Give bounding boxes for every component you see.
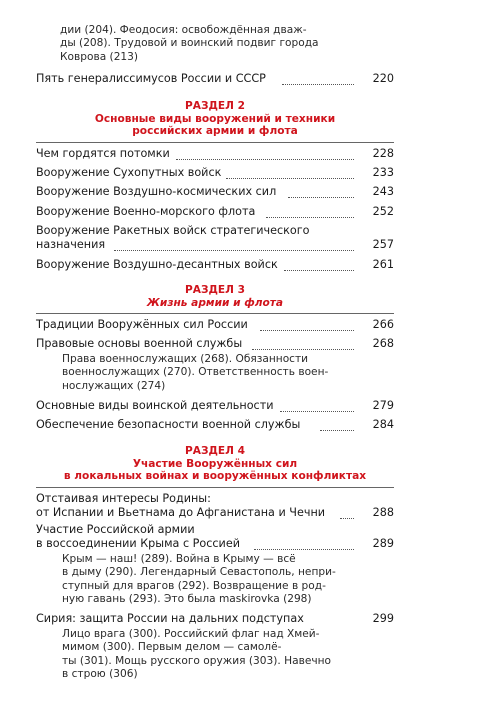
toc-entry[interactable] <box>36 492 394 520</box>
section-subtitle: Участие Вооружённых сил <box>132 457 298 470</box>
section-divider <box>36 142 394 143</box>
section-divider <box>36 313 394 314</box>
sub-line: военнослужащих (270). Ответственность воен- <box>62 366 329 379</box>
section-heading: РАЗДЕЛ 4 <box>184 445 246 457</box>
toc-entry[interactable] <box>36 258 394 272</box>
toc-entry-title: Чем гордятся потомки <box>36 147 170 160</box>
leader-dots <box>114 250 354 251</box>
section-3-header <box>36 284 394 309</box>
leader-dots <box>340 518 354 519</box>
toc-sub-entries-continued <box>60 24 390 64</box>
sub-line: Коврова (213) <box>60 50 139 63</box>
page-number: 284 <box>372 418 394 431</box>
leader-dots <box>252 349 354 350</box>
toc-entry[interactable] <box>36 224 394 252</box>
toc-entry[interactable] <box>36 399 394 413</box>
leader-dots <box>226 178 354 179</box>
page-number: 257 <box>372 238 394 251</box>
page-number: 252 <box>372 205 394 218</box>
section-heading: РАЗДЕЛ 3 <box>184 284 246 296</box>
section-subtitle: российских армии и флота <box>132 125 298 138</box>
toc-entry-title: Вооружение Ракетных войск стратегического <box>36 224 310 237</box>
section-subtitle: Основные виды вооружений и техники <box>94 112 336 125</box>
toc-entry-title: Пять генералиссимусов России и СССР <box>36 72 266 85</box>
toc-entry-title: Вооружение Воздушно-десантных войск <box>36 258 278 271</box>
toc-entry[interactable] <box>36 337 394 351</box>
toc-entry[interactable] <box>36 166 394 180</box>
leader-dots <box>320 430 354 431</box>
leader-dots <box>280 411 354 412</box>
sub-line: нослужащих (274) <box>62 379 166 392</box>
sub-line: в строю (306) <box>62 668 138 681</box>
toc-entry[interactable] <box>36 318 394 332</box>
toc-sub-entries <box>62 353 392 393</box>
leader-dots <box>288 197 354 198</box>
toc-entry-title: Вооружение Сухопутных войск <box>36 166 222 179</box>
sub-line: в дыму (290). Легендарный Севастополь, непри- <box>62 566 336 579</box>
section-2-header <box>36 100 394 138</box>
page-number: 228 <box>372 147 394 160</box>
toc-sub-entries <box>62 628 392 682</box>
sub-line: дии (204). Феодосия: освобождённая дваж- <box>60 24 307 36</box>
page-number: 233 <box>372 166 394 179</box>
toc-entry[interactable] <box>36 185 394 199</box>
sub-line: ступный для врагов (292). Возвращение в род- <box>62 579 326 592</box>
leader-dots <box>284 270 354 271</box>
section-heading: РАЗДЕЛ 2 <box>184 100 246 112</box>
toc-entry-title: Традиции Вооружённых сил России <box>36 318 248 331</box>
toc-entry-title: Отстаивая интересы Родины: <box>36 492 211 505</box>
toc-entry[interactable] <box>36 523 394 551</box>
leader-dots <box>266 217 354 218</box>
page-number: 299 <box>372 612 394 625</box>
page-number: 261 <box>372 258 394 271</box>
toc-entry-title: Обеспечение безопасности военной службы <box>36 418 301 431</box>
toc-entry[interactable] <box>36 418 394 432</box>
toc-sub-entries <box>62 553 392 607</box>
toc-entry-title: Вооружение Военно-морского флота <box>36 205 256 218</box>
toc-entry-title: Сирия: защита России на дальних подступах <box>36 612 304 625</box>
toc-entry[interactable] <box>36 205 394 219</box>
sub-line: Права военнослужащих (268). Обязанности <box>62 353 309 365</box>
section-subtitle: Жизнь армии и флота <box>146 296 284 309</box>
toc-entry-generalissimus[interactable] <box>36 72 394 86</box>
page-number: 288 <box>372 506 394 519</box>
leader-dots <box>254 549 354 550</box>
sub-line: Крым — наш! (289). Война в Крыму — всё <box>62 553 296 565</box>
page-number: 279 <box>372 399 394 412</box>
page-number: 289 <box>372 537 394 550</box>
sub-line: Лицо врага (300). Российский флаг над Хмей- <box>62 628 320 640</box>
leader-dots <box>176 159 354 160</box>
leader-dots <box>260 330 354 331</box>
toc-entry-title: от Испании и Вьетнама до Афганистана и Чечни <box>36 506 326 519</box>
page-number: 220 <box>372 72 394 85</box>
toc-entry-title: Правовые основы военной службы <box>36 337 243 350</box>
sub-line: ды (208). Трудовой и воинский подвиг города <box>60 37 319 50</box>
sub-line: ную гавань (293). Это была maskirovka (298) <box>62 593 312 606</box>
toc-entry-title: Участие Российской армии <box>36 523 195 536</box>
toc-entry-title: Основные виды воинской деятельности <box>36 399 274 412</box>
page-number: 266 <box>372 318 394 331</box>
sub-line: ты (301). Мощь русского оружия (303). Навечно <box>62 654 332 667</box>
page-number: 243 <box>372 185 394 198</box>
page-number: 268 <box>372 337 394 350</box>
toc-entry-title: Вооружение Воздушно-космических сил <box>36 185 277 198</box>
section-4-header <box>36 445 394 483</box>
toc-entry-title: назначения <box>36 238 106 251</box>
toc-entry[interactable] <box>36 147 394 161</box>
toc-entry[interactable] <box>36 612 394 626</box>
sub-line: мимом (300). Первым делом — самолё- <box>62 641 282 654</box>
section-subtitle: в локальных войнах и вооружённых конфликтах <box>63 470 367 483</box>
section-divider <box>36 487 394 488</box>
toc-entry-title: в воссоединении Крыма с Россией <box>36 537 240 550</box>
leader-dots <box>282 84 354 85</box>
